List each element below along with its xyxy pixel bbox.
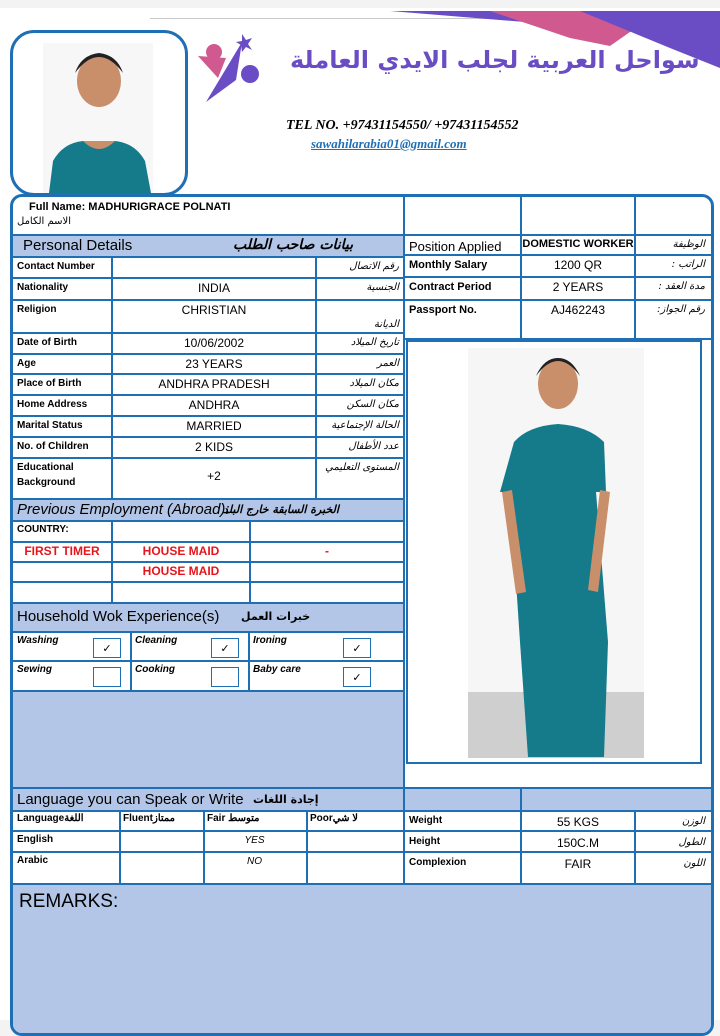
physical-label: Complexion — [409, 857, 467, 868]
household-blank-area — [13, 692, 403, 788]
physical-label: Weight — [409, 815, 443, 826]
divider — [203, 810, 205, 885]
divider — [403, 299, 711, 301]
divider — [403, 197, 405, 787]
position-label-arabic: الوظيفة — [672, 239, 705, 250]
field-label-arabic: عدد الأطفال — [348, 441, 399, 452]
skill-checkbox-washing[interactable]: ✓ — [93, 638, 121, 658]
field-value: MARRIED — [186, 419, 242, 433]
employment-country: FIRST TIMER — [24, 544, 100, 558]
field-label-arabic: مكان الميلاد — [349, 378, 399, 389]
position-value: AJ462243 — [550, 303, 606, 317]
field-label: Educational — [17, 462, 74, 473]
divider — [119, 810, 121, 885]
divider — [13, 415, 403, 417]
physical-value: 55 KGS — [556, 815, 600, 829]
field-label-arabic: تاريخ الميلاد — [350, 337, 399, 348]
divider — [13, 373, 403, 375]
divider — [13, 520, 403, 522]
field-value: INDIA — [197, 281, 230, 295]
field-label-arabic: مكان السكن — [346, 399, 399, 410]
divider — [13, 810, 711, 812]
language-name: Arabic — [17, 855, 49, 866]
divider — [13, 787, 711, 789]
position-value: 1200 QR — [553, 258, 603, 272]
divider — [13, 299, 403, 301]
field-label: No. of Children — [17, 441, 89, 452]
position-label: Monthly Salary — [409, 259, 488, 271]
skill-label: Cooking — [135, 664, 175, 675]
position-label-arabic: مدة العقد : — [658, 281, 705, 292]
divider — [13, 457, 403, 459]
position-value: 2 YEARS — [552, 280, 604, 294]
skill-label: Ironing — [253, 635, 287, 646]
skill-label: Cleaning — [135, 635, 178, 646]
field-value: 2 KIDS — [194, 440, 233, 454]
divider — [403, 254, 711, 256]
field-value: CHRISTIAN — [181, 303, 247, 317]
divider — [13, 332, 403, 334]
skill-label: Washing — [17, 635, 59, 646]
position-label-arabic: الراتب : — [671, 259, 705, 270]
skill-checkbox-sewing[interactable] — [93, 667, 121, 687]
divider — [13, 581, 403, 583]
position-value: DOMESTIC WORKER — [522, 238, 634, 250]
telephone-numbers: TEL NO. +97431154550/ +97431154552 — [286, 118, 519, 133]
position-label: Passport No. — [409, 304, 477, 316]
position-label: Position Applied — [409, 239, 502, 254]
divider — [248, 633, 250, 691]
field-label: Marital Status — [17, 420, 83, 431]
full-body-photo — [406, 340, 702, 764]
language-fair-value: NO — [247, 856, 262, 867]
remarks-label: REMARKS: — [19, 891, 119, 912]
divider — [13, 631, 403, 633]
field-label-arabic: رقم الاتصال — [349, 261, 399, 272]
company-logo — [196, 32, 262, 104]
physical-value: 150C.M — [556, 836, 600, 850]
divider — [13, 561, 403, 563]
employment-position-2: HOUSE MAID — [142, 564, 220, 578]
household-title-arabic: خبرات العمل — [241, 610, 311, 623]
divider — [13, 690, 403, 692]
language-title-arabic: إجادة اللغات — [253, 793, 319, 806]
divider — [13, 394, 403, 396]
field-label: Contact Number — [17, 261, 95, 272]
physical-label-arabic: الطول — [678, 837, 705, 848]
employment-period: - — [325, 544, 329, 558]
personal-details-title: Personal Details — [23, 237, 133, 254]
divider — [13, 277, 403, 279]
language-column-header: Poorلا شي — [310, 813, 358, 824]
divider — [13, 660, 403, 662]
divider — [13, 851, 711, 853]
language-title: Language you can Speak or Write — [17, 791, 244, 808]
divider — [403, 787, 405, 885]
physical-label-arabic: اللون — [683, 858, 705, 869]
divider — [130, 633, 132, 691]
field-label-arabic: الديانة — [373, 319, 399, 330]
divider — [13, 436, 403, 438]
field-label: Age — [17, 358, 36, 369]
field-value: ANDHRA — [188, 398, 240, 412]
email-link[interactable]: sawahilarabia01@gmail.com — [311, 136, 467, 151]
position-label-arabic: رقم الجواز: — [657, 304, 705, 315]
divider — [315, 256, 317, 500]
divider — [13, 353, 403, 355]
physical-label: Height — [409, 836, 441, 847]
field-label: Religion — [17, 304, 57, 315]
portrait-photo — [10, 30, 188, 196]
divider — [306, 810, 308, 885]
field-label: Nationality — [17, 282, 69, 293]
employment-title-arabic: الخبرة السابقة خارج البلد — [223, 503, 339, 516]
skill-label: Sewing — [17, 664, 53, 675]
divider — [13, 830, 403, 832]
language-column-header: Fair متوسط — [207, 813, 260, 824]
full-body-image — [408, 342, 700, 762]
employment-title: Previous Employment (Abroad): — [17, 501, 230, 518]
field-value: ANDHRA PRADESH — [158, 377, 270, 391]
field-label-arabic: العمر — [377, 358, 399, 369]
divider — [634, 197, 636, 339]
language-name: English — [17, 834, 54, 845]
divider — [13, 498, 403, 500]
physical-label-arabic: الوزن — [681, 816, 705, 827]
skill-checkbox-cooking[interactable] — [211, 667, 239, 687]
skill-checkbox-baby-care[interactable]: ✓ — [343, 667, 371, 687]
application-form — [10, 194, 714, 1036]
personal-details-title-arabic: بيانات صاحب الطلب — [233, 237, 354, 253]
skill-checkbox-ironing[interactable]: ✓ — [343, 638, 371, 658]
field-label-arabic: المستوى التعليمي — [325, 462, 399, 473]
field-label: Date of Birth — [17, 337, 77, 348]
employment-position: HOUSE MAID — [142, 544, 220, 558]
language-column-header: Fluentممتاز — [123, 813, 176, 824]
field-label-arabic: الحالة الإجتماعية — [331, 420, 399, 431]
divider — [111, 256, 113, 500]
divider — [403, 338, 711, 340]
full-name-arabic: الاسم الكامل — [17, 216, 72, 227]
language-fair-value: YES — [244, 835, 265, 846]
field-value: 23 YEARS — [185, 357, 243, 371]
field-label-2: Background — [17, 477, 76, 488]
field-value: +2 — [207, 469, 221, 483]
skill-checkbox-cleaning[interactable]: ✓ — [211, 638, 239, 658]
language-column-header: Languageاللغة — [17, 813, 84, 824]
application-page — [0, 8, 720, 1020]
field-label: Place of Birth — [17, 378, 82, 389]
position-label: Contract Period — [409, 281, 492, 293]
field-label-arabic: الجنسية — [366, 282, 399, 293]
physical-value: FAIR — [564, 857, 592, 871]
skill-label: Baby care — [253, 664, 301, 675]
divider — [403, 830, 711, 832]
company-name: سواحل العربية لجلب الايدي العاملة — [290, 46, 700, 74]
household-title: Household Wok Experience(s) — [17, 608, 220, 625]
full-name: Full Name: MADHURIGRACE POLNATI — [29, 201, 231, 213]
divider — [634, 810, 636, 885]
field-label: Home Address — [17, 399, 88, 410]
field-value: 10/06/2002 — [183, 336, 245, 350]
divider — [13, 541, 403, 543]
country-label: COUNTRY: — [17, 524, 69, 535]
portrait-image — [13, 33, 185, 193]
divider — [403, 276, 711, 278]
